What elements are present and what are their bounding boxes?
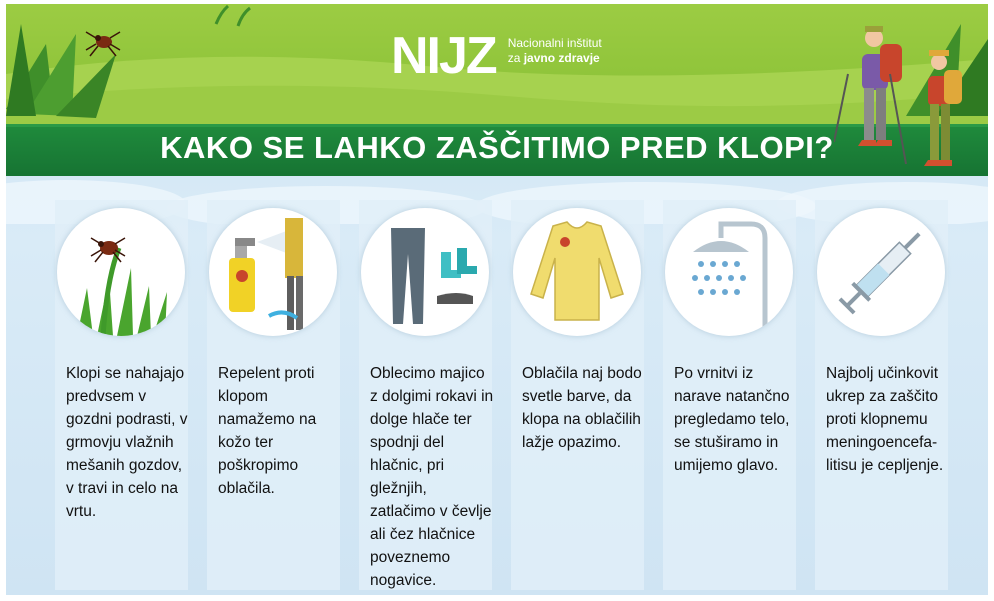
tip-text: Oblecimo majico z dolgimi rokavi in dolge hlače ter spodnji del hlačnic, pri gležnjih, zatlačimo v čevlje ali čez hlačnice poveznemo nogavice. — [370, 365, 494, 589]
infographic — [6, 4, 988, 595]
trousers-socks-shoe-icon — [361, 208, 489, 336]
tip-text: Oblačila naj bodo svetle barve, da klopa na oblačilih lažje opazimo. — [522, 365, 642, 451]
logo-line-2-bold: javno zdravje — [523, 51, 600, 65]
tip-card-repellent — [207, 200, 340, 590]
logo-line-2 — [508, 51, 602, 66]
repellent-spray-icon — [209, 208, 337, 336]
tip-card-habitat — [55, 200, 188, 590]
tip-text: Po vrnitvi iz narave natančno pregledamo telo, se stuširamo in umijemo glavo. — [674, 365, 790, 474]
hikers-illustration — [834, 14, 974, 176]
vaccine-syringe-icon — [817, 208, 945, 336]
tip-text: Najbolj učinkovit ukrep za zaščito proti klopnemu meningoencefa-litisu je cepljenje. — [826, 365, 944, 474]
tick-on-grass-icon — [57, 208, 185, 336]
logo-line-2-prefix: za — [507, 51, 524, 65]
tip-card-shower — [663, 200, 796, 590]
tip-card-clothing — [359, 200, 492, 590]
tip-text: Klopi se nahajajo predvsem v gozdni podrasti, v grmovju vlažnih mešanih gozdov, v travi in celo na vrtu. — [66, 365, 188, 520]
nijz-logo — [391, 27, 602, 85]
tip-card-light-clothes — [511, 200, 644, 590]
tip-card-vaccination — [815, 200, 948, 590]
logo-institute-name — [508, 36, 602, 66]
shower-icon — [665, 208, 793, 336]
header-banner — [6, 4, 988, 176]
light-shirt-icon — [513, 208, 641, 336]
page-title: KAKO SE LAHKO ZAŠČITIMO PRED KLOPI? — [160, 130, 834, 165]
logo-mark: NIJZ — [391, 27, 496, 85]
tick-icon — [86, 32, 120, 56]
logo-line-1: Nacionalni inštitut — [507, 36, 602, 50]
tip-text: Repelent proti klopom namažemo na kožo ter poškropimo oblačila. — [218, 365, 317, 497]
tips-list — [6, 200, 988, 595]
